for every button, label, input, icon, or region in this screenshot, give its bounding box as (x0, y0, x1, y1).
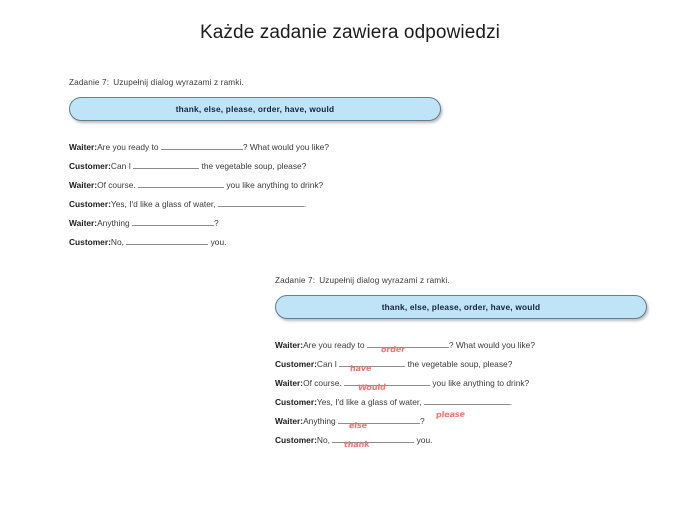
answer-blank[interactable] (133, 168, 199, 169)
answer-blank[interactable] (218, 206, 304, 207)
task-instruction (69, 78, 441, 87)
dialog-speaker: Customer: (69, 199, 111, 209)
dialog-text-after: ? (420, 416, 425, 426)
answer-blank[interactable] (424, 404, 510, 420)
dialog-text-after: the vegetable soup, please? (199, 161, 307, 171)
answer-blank[interactable] (126, 244, 208, 245)
dialog-speaker: Waiter: (275, 416, 304, 426)
dialog-line (275, 431, 647, 450)
dialog-text-after: you. (414, 435, 433, 445)
dialog-text-before: Yes, I'd like a glass of water, (110, 199, 218, 209)
task-instruction-text: Uzupełnij dialog wyrazami z ramki. (113, 78, 244, 87)
dialog-speaker: Waiter: (275, 378, 304, 388)
dialog-speaker: Waiter: (69, 142, 98, 152)
dialog-speaker: Customer: (275, 397, 317, 407)
answer-blank[interactable] (332, 439, 414, 450)
word-bank (275, 295, 647, 319)
answer-blank[interactable] (132, 225, 214, 226)
dialog-line (275, 355, 647, 374)
dialog-line (69, 195, 441, 214)
dialog-text-after: you. (208, 237, 227, 247)
answer-blank[interactable] (339, 363, 405, 374)
dialog-text-before: No, (110, 237, 127, 247)
dialog-speaker: Customer: (275, 359, 317, 369)
dialog-text-before: No, (316, 435, 333, 445)
task-number: Zadanie 7: (275, 276, 316, 285)
dialog-line (69, 233, 441, 252)
page-title: Każde zadanie zawiera odpowiedzi (199, 22, 500, 43)
dialog-line (275, 374, 647, 393)
answer-blank[interactable] (367, 344, 449, 355)
word-bank-words: thank, else, please, order, have, would (381, 302, 541, 312)
dialog-text-after: you like anything to drink? (224, 180, 324, 190)
dialog-text-before: Can I (110, 161, 134, 171)
dialog-line (69, 176, 441, 195)
dialog-text-after: ? What would you like? (448, 340, 535, 350)
dialog-line (69, 138, 441, 157)
dialog-text-after: . (509, 397, 513, 407)
dialog-line (275, 412, 647, 431)
answer-blank[interactable] (338, 420, 420, 431)
dialog-speaker: Customer: (275, 435, 317, 445)
dialog-text-before: Of course. (303, 378, 345, 388)
task-instruction-text: Uzupełnij dialog wyrazami z ramki. (319, 276, 450, 285)
dialog-speaker: Waiter: (275, 340, 304, 350)
answer-blank[interactable] (344, 382, 430, 393)
dialog-text-before: Are you ready to (97, 142, 161, 152)
dialog-text-before: Anything (97, 218, 132, 228)
dialog-text-after: the vegetable soup, please? (405, 359, 513, 369)
handwritten-answer: else (348, 420, 368, 431)
dialog-line (275, 336, 647, 355)
dialog-line (69, 214, 441, 233)
answer-blank[interactable] (138, 187, 224, 188)
handwritten-answer: order (380, 344, 406, 355)
dialog-blank (69, 138, 441, 252)
dialog-line (69, 157, 441, 176)
handwritten-answer: please (435, 409, 466, 420)
dialog-text-before: Of course. (97, 180, 139, 190)
dialog-line (275, 393, 647, 420)
dialog-text-before: Are you ready to (303, 340, 367, 350)
word-bank (69, 97, 441, 121)
dialog-speaker: Customer: (69, 237, 111, 247)
worksheet-with-answers (275, 276, 647, 450)
dialog-speaker: Customer: (69, 161, 111, 171)
task-instruction (275, 276, 647, 285)
dialog-text-after: . (303, 199, 307, 209)
word-bank-words: thank, else, please, order, have, would (175, 104, 335, 114)
task-number: Zadanie 7: (69, 78, 110, 87)
dialog-speaker: Waiter: (69, 180, 98, 190)
dialog-text-before: Can I (316, 359, 340, 369)
handwritten-answer: have (349, 363, 373, 374)
dialog-text-after: ? What would you like? (242, 142, 329, 152)
handwritten-answer: thank (343, 439, 371, 450)
worksheet-blank (69, 78, 441, 252)
dialog-text-after: you like anything to drink? (430, 378, 530, 388)
dialog-text-after: ? (214, 218, 219, 228)
dialog-text-before: Anything (303, 416, 338, 426)
dialog-speaker: Waiter: (69, 218, 98, 228)
handwritten-answer: Would (357, 382, 387, 393)
dialog-with-answers (275, 336, 647, 450)
answer-blank[interactable] (161, 149, 243, 150)
dialog-text-before: Yes, I'd like a glass of water, (316, 397, 424, 407)
